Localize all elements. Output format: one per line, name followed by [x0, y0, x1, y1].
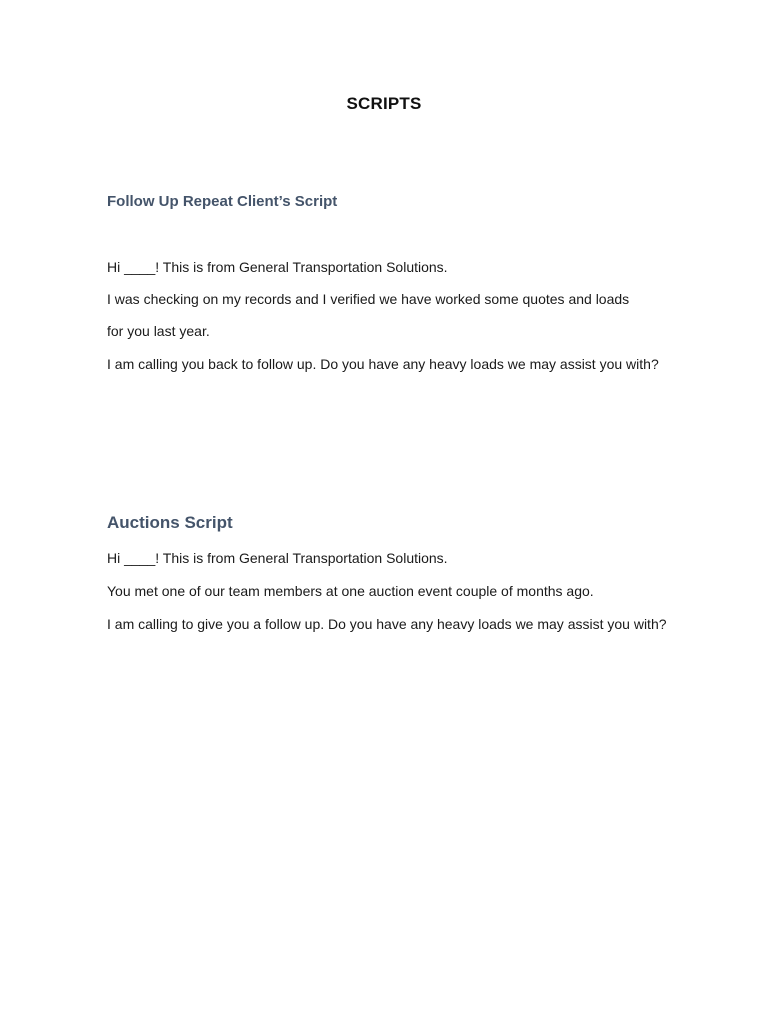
section-heading-follow-up: Follow Up Repeat Client’s Script [107, 193, 338, 210]
followup-paragraph-question: I am calling you back to follow up. Do you have any heavy loads we may assist you with? [107, 356, 659, 372]
section-heading-auctions: Auctions Script [107, 513, 233, 532]
document-title: SCRIPTS [346, 94, 422, 113]
followup-paragraph-greeting: Hi ____! This is from General Transportation Solutions. [107, 259, 448, 275]
followup-paragraph-last-year: for you last year. [107, 323, 210, 339]
auctions-paragraph-met: You met one of our team members at one auction event couple of months ago. [107, 583, 594, 599]
followup-paragraph-records: I was checking on my records and I verified we have worked some quotes and loads [107, 291, 630, 307]
auctions-paragraph-question: I am calling to give you a follow up. Do you have any heavy loads we may assist you with? [107, 616, 667, 632]
auctions-paragraph-greeting: Hi ____! This is from General Transportation Solutions. [107, 550, 448, 566]
